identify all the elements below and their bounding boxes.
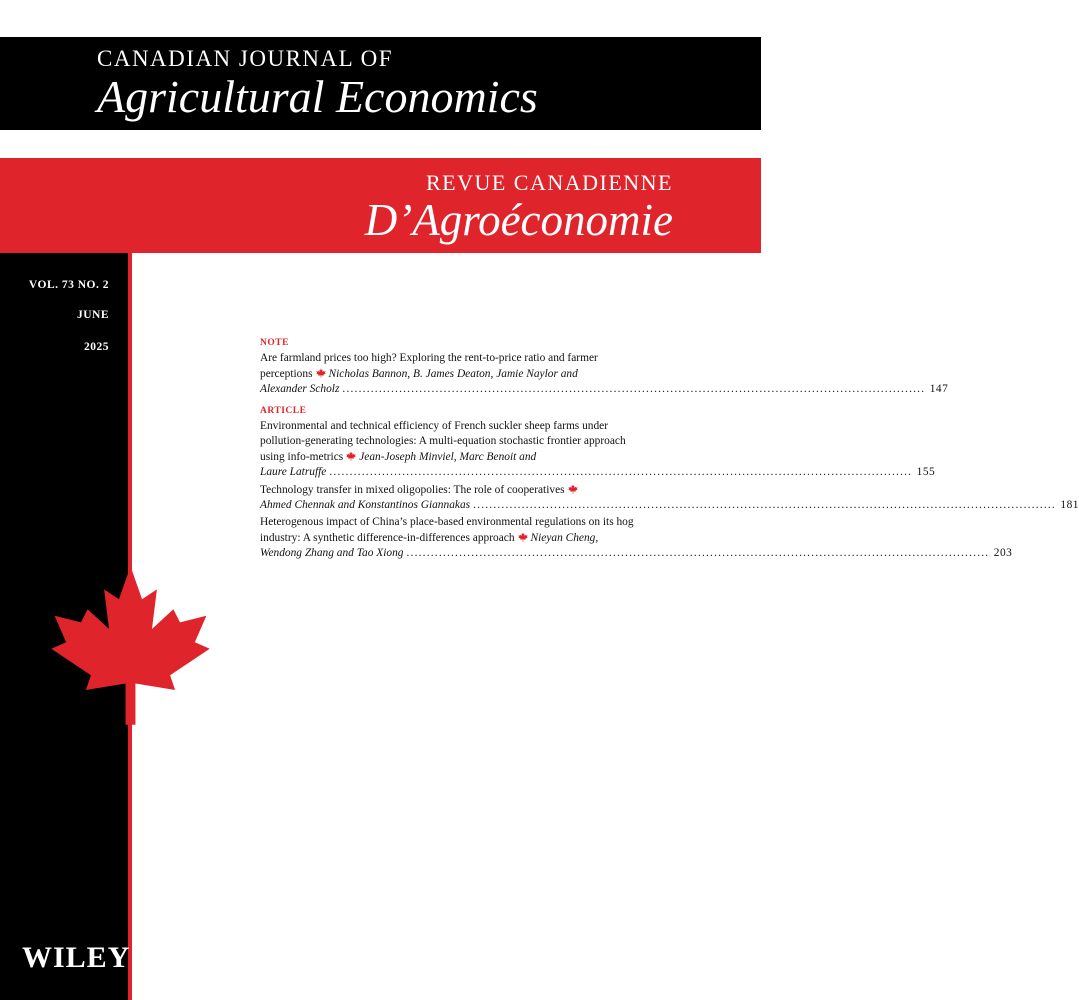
- entry-title: Environmental and technical efficiency of French suckler sheep farms under: [260, 420, 609, 433]
- entry-title: Are farmland prices too high? Exploring the rent-to-price ratio and farmer: [260, 352, 598, 365]
- issue-year: 2025: [84, 341, 109, 353]
- leader-dots: ................................................................................................................................................: [342, 383, 926, 396]
- entry-page: 155: [916, 466, 936, 479]
- leader-dots: ................................................................................................................................................: [329, 466, 913, 479]
- french-title-small: REVUE CANADIENNE: [425, 170, 673, 195]
- entry-authors: Nieyan Cheng,: [530, 531, 599, 544]
- entry-page: 181: [1060, 499, 1079, 512]
- toc-entry[interactable]: [260, 483, 1079, 514]
- leader-dots: ................................................................................................................................................: [406, 547, 990, 560]
- entry-authors: Nicholas Bannon, B. James Deaton, Jamie Naylor and: [328, 367, 578, 380]
- entry-title-cont: using info-metrics: [260, 450, 344, 463]
- journal-title: Agricultural Economics: [97, 71, 538, 122]
- entry-authors-cont: Laure Latruffe: [260, 466, 327, 479]
- maple-leaf-icon: [568, 484, 578, 494]
- entry-authors-cont: Wendong Zhang and Tao Xiong: [260, 547, 404, 560]
- entry-title-cont: industry: A synthetic difference-in-differences approach: [260, 531, 515, 544]
- journal-title-small: CANADIAN JOURNAL OF: [97, 46, 393, 71]
- entry-authors: Ahmed Chennak and Konstantinos Giannakas: [260, 499, 471, 512]
- french-title: D’Agroéconomie: [364, 195, 673, 245]
- volume-number: VOL. 73 NO. 2: [28, 279, 109, 291]
- toc-entry[interactable]: [260, 351, 949, 397]
- maple-leaf-icon: [346, 451, 356, 461]
- section-article-label: ARTICLE: [260, 405, 307, 416]
- issue-month: JUNE: [76, 309, 109, 321]
- maple-leaf-icon: [48, 563, 213, 728]
- maple-leaf-icon: [518, 532, 528, 542]
- entry-page: 203: [993, 547, 1013, 560]
- publisher-logo: WILEY: [22, 941, 131, 974]
- toc-entry[interactable]: [260, 515, 1013, 561]
- toc-entry[interactable]: [260, 419, 936, 481]
- section-note-label: NOTE: [260, 338, 289, 348]
- entry-title-cont: perceptions: [260, 367, 313, 380]
- maple-leaf-icon: [316, 368, 326, 378]
- entry-authors-cont: Alexander Scholz: [260, 383, 340, 396]
- entry-title: Heterogenous impact of China’s place-based environmental regulations on its hog: [260, 516, 634, 529]
- entry-title: Technology transfer in mixed oligopolies: The role of cooperatives: [260, 483, 565, 496]
- entry-page: 147: [929, 383, 949, 396]
- table-of-contents: [260, 336, 1079, 564]
- entry-authors: Jean-Joseph Minviel, Marc Benoit and: [359, 450, 537, 463]
- leader-dots: ................................................................................................................................................: [473, 499, 1056, 512]
- entry-title-cont: pollution-generating technologies: A multi-equation stochastic frontier approach: [260, 435, 626, 448]
